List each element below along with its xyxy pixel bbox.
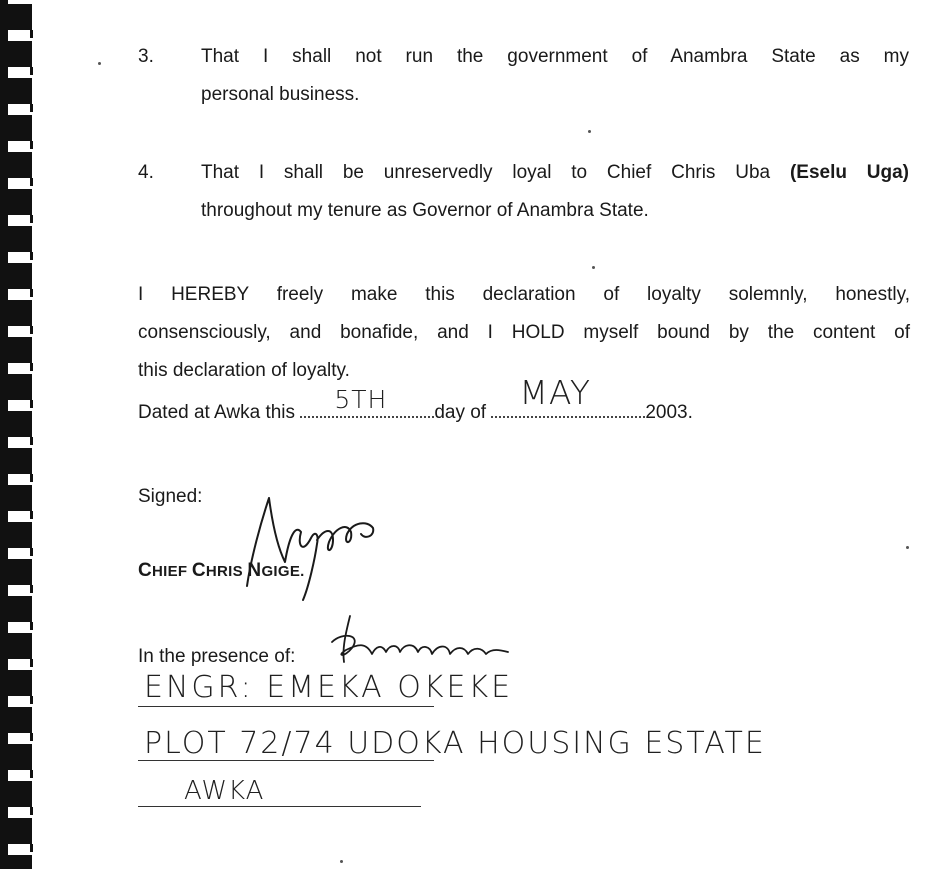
dated-year: 2003. bbox=[645, 402, 693, 423]
item-number: 4. bbox=[138, 162, 154, 183]
item-3-text bbox=[201, 38, 909, 114]
signature-mark bbox=[225, 488, 395, 608]
item-4-line-1-text: That I shall be unreservedly loyal to Chief Chris Uba bbox=[201, 162, 790, 183]
witness-city-handwritten: AWKA bbox=[184, 776, 265, 806]
scan-speck bbox=[588, 130, 591, 133]
item-3-line-1: That I shall not run the government of Anambra State as my bbox=[201, 46, 909, 67]
signatory-end: . bbox=[300, 563, 305, 580]
declaration-line-1: I HEREBY freely make this declaration of loyalty solemnly, honestly, bbox=[138, 284, 910, 305]
item-4-line-1 bbox=[201, 154, 909, 192]
scan-speck bbox=[906, 546, 909, 549]
dated-line bbox=[138, 373, 693, 432]
handwritten-month: MAY bbox=[519, 373, 592, 412]
signatory-r1: HIEF bbox=[152, 563, 192, 580]
scan-speck bbox=[340, 860, 343, 863]
scan-speck bbox=[98, 62, 101, 65]
scan-speck bbox=[592, 266, 595, 269]
declaration-line-2: consensciously, and bonafide, and I HOLD myself bound by the content of bbox=[138, 322, 910, 343]
item-number: 3. bbox=[138, 46, 154, 67]
witness-address-handwritten: PLOT 72/74 UDOKA HOUSING ESTATE bbox=[144, 726, 766, 761]
signatory-r3: GIGE bbox=[261, 563, 301, 580]
signatory-name bbox=[138, 560, 305, 582]
witness-city-rule bbox=[138, 806, 421, 807]
dated-middle: day of bbox=[434, 402, 492, 423]
item-4-text bbox=[201, 154, 909, 230]
signatory-r2: HRIS bbox=[205, 563, 248, 580]
witness-name-handwritten: ENGR: EMEKA OKEKE bbox=[144, 670, 514, 705]
signatory-c1: C bbox=[138, 560, 153, 581]
item-4-bold-name: (Eselu Uga) bbox=[789, 162, 909, 183]
witness-address-rule bbox=[138, 760, 434, 761]
signatory-c3: N bbox=[247, 560, 262, 581]
presence-label: In the presence of: bbox=[138, 646, 296, 667]
item-3-line-2: personal business. bbox=[201, 84, 360, 105]
declaration-line-3: this declaration of loyalty. bbox=[138, 360, 350, 381]
witness-name-rule bbox=[138, 706, 434, 707]
dated-prefix: Dated at Awka this bbox=[138, 402, 301, 423]
day-blank bbox=[300, 385, 434, 418]
signed-label: Signed: bbox=[138, 486, 203, 507]
signatory-c2: C bbox=[191, 560, 206, 581]
month-blank bbox=[491, 373, 645, 418]
handwritten-day: 5TH bbox=[334, 385, 388, 414]
item-4-line-2: throughout my tenure as Governor of Anambra State. bbox=[201, 200, 649, 221]
